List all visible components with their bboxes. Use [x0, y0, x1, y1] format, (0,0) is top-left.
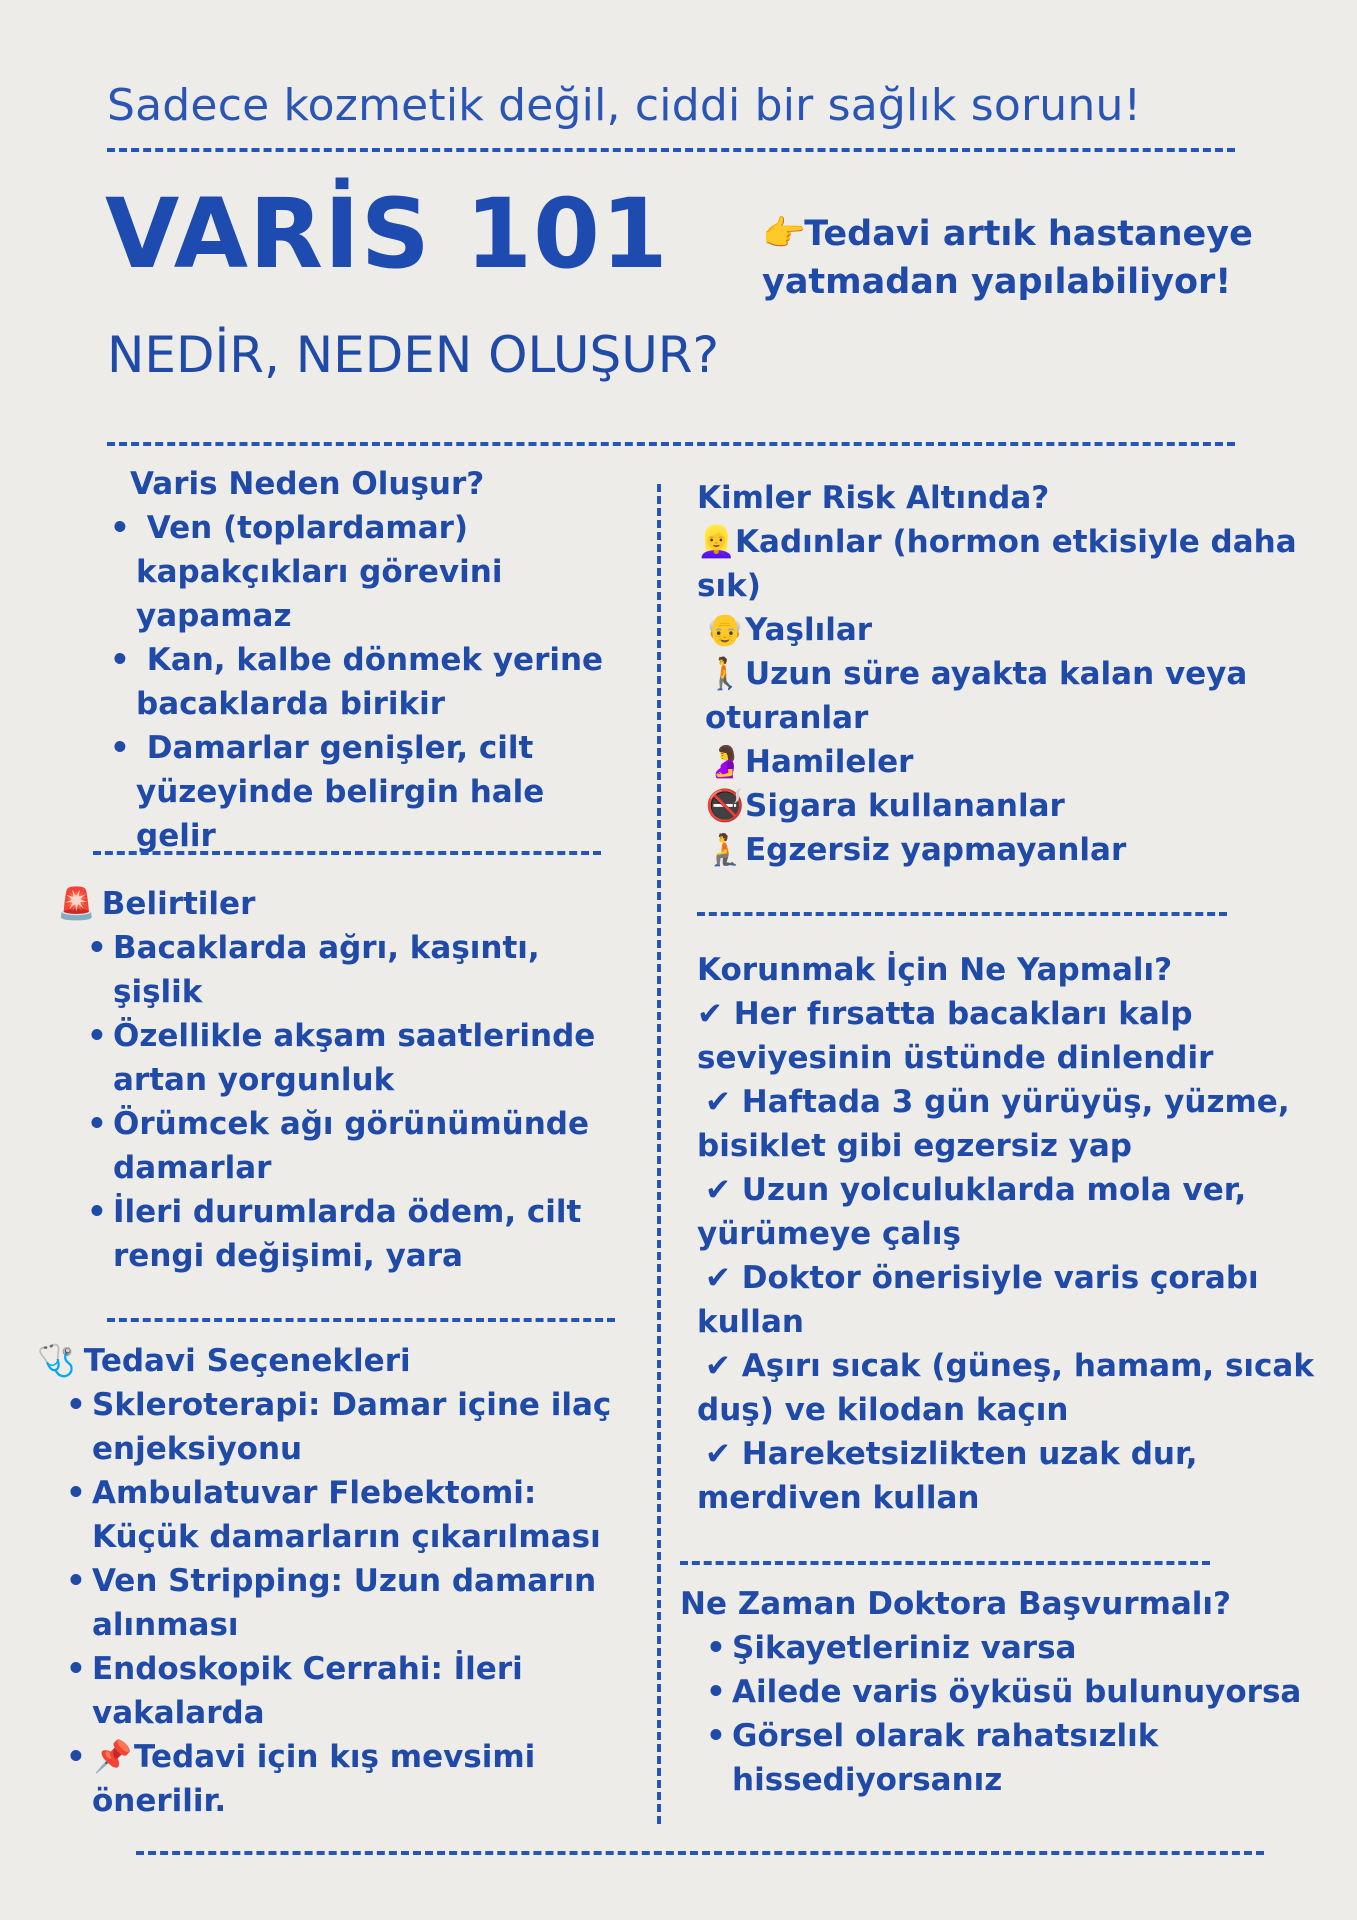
notice	[762, 210, 1282, 306]
siren-icon: 🚨	[57, 886, 96, 922]
check-icon: ✔	[705, 1348, 731, 1384]
list-item: 🚭Sigara kullananlar	[697, 784, 1307, 828]
risk-section	[697, 476, 1307, 872]
woman-icon: 👱‍♀️	[697, 524, 736, 560]
list-item: • Görsel olarak rahatsızlık hissediyorsanız	[732, 1714, 1310, 1802]
risk-heading: Kimler Risk Altında?	[697, 480, 1050, 516]
list-item: • Endoskopik Cerrahi: İleri vakalarda	[92, 1647, 627, 1735]
bullet: •	[66, 1739, 86, 1775]
list-item: ✔ Uzun yolculuklarda mola ver, yürümeye çalış	[697, 1172, 1247, 1252]
bullet: •	[706, 1674, 726, 1710]
list-item: ✔ Haftada 3 gün yürüyüş, yüzme, bisiklet gibi egzersiz yap	[697, 1084, 1290, 1164]
bullet: •	[87, 1106, 107, 1142]
bullet: •	[110, 642, 130, 678]
bullet: •	[66, 1563, 86, 1599]
prevention-heading: Korunmak İçin Ne Yapmalı?	[697, 952, 1173, 988]
list-item: • Ambulatuvar Flebektomi: Küçük damarların çıkarılması	[92, 1471, 627, 1559]
list-item: • İleri durumlarda ödem, cilt rengi değişimi, yara	[113, 1190, 597, 1278]
list-item: • Ailede varis öyküsü bulunuyorsa	[732, 1670, 1310, 1714]
causes-heading: Varis Neden Oluşur?	[130, 466, 485, 502]
bullet: •	[706, 1630, 726, 1666]
pregnant-woman-icon: 🤰	[705, 744, 745, 780]
stethoscope-icon: 🩺	[37, 1343, 76, 1379]
bullet: •	[110, 730, 130, 766]
kneeling-person-icon: 🧎	[705, 832, 745, 868]
treatment-heading: 🩺 Tedavi Seçenekleri	[37, 1339, 627, 1383]
divider-right-2	[680, 1561, 1210, 1565]
divider-bottom	[136, 1851, 1264, 1855]
list-item: • Ven Stripping: Uzun damarın alınması	[92, 1559, 627, 1647]
check-icon: ✔	[705, 1172, 731, 1208]
bullet: •	[87, 1194, 107, 1230]
pointing-hand-icon: 👉	[762, 214, 806, 254]
causes-section	[110, 462, 630, 858]
divider-right-1	[697, 912, 1227, 916]
notice-text: Tedavi artık hastaneye yatmadan yapılabiliyor!	[762, 214, 1253, 302]
prevention-section	[697, 948, 1317, 1520]
bullet: •	[110, 510, 130, 546]
column-divider	[657, 484, 661, 1824]
symptoms-section	[57, 882, 597, 1278]
list-item: ✔ Her fırsatta bacakları kalp seviyesinin üstünde dinlendir	[697, 996, 1214, 1076]
pin-icon: 📌	[93, 1739, 133, 1775]
doctor-section	[680, 1582, 1310, 1802]
doctor-heading: Ne Zaman Doktora Başvurmalı?	[680, 1586, 1232, 1622]
bullet: •	[66, 1475, 86, 1511]
divider-header	[107, 442, 1235, 446]
list-item: 👱‍♀️Kadınlar (hormon etkisiyle daha sık)	[697, 520, 1307, 608]
bullet: •	[66, 1387, 86, 1423]
list-item: 🧎Egzersiz yapmayanlar	[697, 828, 1307, 872]
list-item: • Skleroterapi: Damar içine ilaç enjeksiyonu	[92, 1383, 627, 1471]
list-item: ✔ Doktor önerisiyle varis çorabı kullan	[697, 1260, 1259, 1340]
page-title: VARİS 101	[105, 178, 669, 290]
walking-person-icon: 🚶	[705, 656, 745, 692]
list-item: • Şikayetleriniz varsa	[732, 1626, 1310, 1670]
check-icon: ✔	[705, 1084, 731, 1120]
list-item: • Örümcek ağı görünümünde damarlar	[113, 1102, 597, 1190]
list-item: 🤰Hamileler	[697, 740, 1307, 784]
divider-top	[107, 148, 1235, 152]
old-man-icon: 👴	[705, 612, 745, 648]
tagline: Sadece kozmetik değil, ciddi bir sağlık sorunu!	[107, 80, 1142, 131]
list-item: • Bacaklarda ağrı, kaşıntı, şişlik	[113, 926, 597, 1014]
list-item: • 📌Tedavi için kış mevsimi önerilir.	[92, 1735, 627, 1823]
page-subtitle: NEDİR, NEDEN OLUŞUR?	[107, 326, 720, 384]
bullet: •	[66, 1651, 86, 1687]
list-item: • Ven (toplardamar) kapakçıkları görevini yapamaz	[136, 506, 630, 638]
list-item: • Özellikle akşam saatlerinde artan yorgunluk	[113, 1014, 597, 1102]
check-icon: ✔	[697, 996, 723, 1032]
divider-left-2	[107, 1318, 615, 1322]
check-icon: ✔	[705, 1260, 731, 1296]
treatment-section	[37, 1339, 627, 1823]
list-item: 🚶Uzun süre ayakta kalan veya oturanlar	[697, 652, 1307, 740]
list-item: • Damarlar genişler, cilt yüzeyinde belirgin hale gelir	[136, 726, 630, 858]
list-item: ✔ Aşırı sıcak (güneş, hamam, sıcak duş) ve kilodan kaçın	[697, 1348, 1314, 1428]
bullet: •	[87, 1018, 107, 1054]
divider-left-1	[93, 851, 601, 855]
check-icon: ✔	[705, 1436, 731, 1472]
list-item: ✔ Hareketsizlikten uzak dur, merdiven kullan	[697, 1436, 1198, 1516]
list-item: • Kan, kalbe dönmek yerine bacaklarda birikir	[136, 638, 630, 726]
bullet: •	[87, 930, 107, 966]
symptoms-heading: 🚨 Belirtiler	[57, 882, 597, 926]
no-smoking-icon: 🚭	[705, 788, 745, 824]
list-item: 👴Yaşlılar	[697, 608, 1307, 652]
bullet: •	[706, 1718, 726, 1754]
